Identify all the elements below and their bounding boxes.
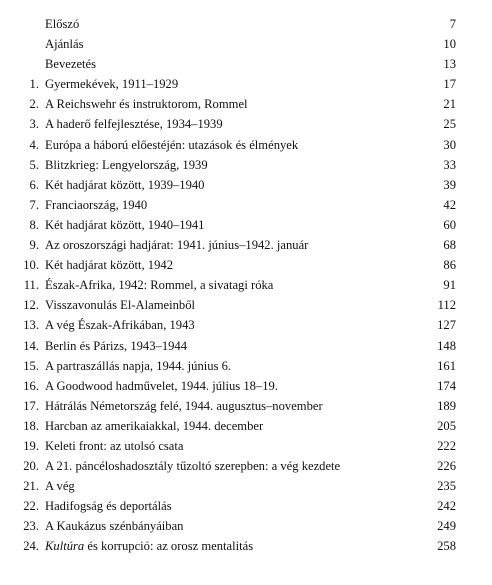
toc-entry	[0, 74, 492, 94]
entry-title: Harcban az amerikaiakkal, 1944. december	[45, 418, 264, 433]
entry-title: Blitzkrieg: Lengyelország, 1939	[45, 157, 208, 172]
entry-number: 24.	[23, 539, 39, 554]
toc-entry	[0, 54, 492, 74]
toc-entry	[0, 34, 492, 54]
entry-number: 21.	[23, 479, 39, 494]
entry-number: 3.	[29, 117, 39, 132]
entry-title: Berlin és Párizs, 1943–1944	[45, 338, 188, 353]
entry-title: Két hadjárat között, 1939–1940	[45, 177, 205, 192]
entry-number: 6.	[29, 177, 39, 192]
entry-number: 9.	[29, 238, 39, 253]
toc-entry	[0, 396, 492, 416]
toc-entry	[0, 436, 492, 456]
toc-entry	[0, 496, 492, 516]
toc-entry	[0, 336, 492, 356]
entry-number: 1.	[29, 77, 39, 92]
entry-title: Hadifogság és deportálás	[45, 499, 172, 514]
toc-entry	[0, 155, 492, 175]
toc-entry	[0, 255, 492, 275]
entry-number: 19.	[23, 438, 39, 453]
entry-page: 91	[443, 278, 456, 293]
entry-page: 205	[437, 418, 456, 433]
entry-number: 14.	[23, 338, 39, 353]
entry-title-rest: és korrupció: az orosz mentalitás	[84, 539, 254, 554]
entry-title: Franciaország, 1940	[45, 197, 148, 212]
entry-number: 7.	[29, 197, 39, 212]
toc-entry	[0, 135, 492, 155]
toc-entry	[0, 315, 492, 335]
entry-title	[45, 536, 253, 556]
entry-title: A 21. páncéloshadosztály tűzoltó szerepben: a vég kezdete	[45, 459, 341, 474]
entry-title: Visszavonulás El-Alameinből	[45, 298, 195, 313]
entry-title-italic: Kultúra	[45, 539, 85, 554]
toc-entry	[0, 295, 492, 315]
entry-page: 7	[449, 17, 456, 31]
entry-title: Ajánlás	[45, 37, 84, 52]
entry-page: 235	[437, 479, 456, 494]
entry-number: 12.	[23, 298, 39, 313]
entry-title: A partraszállás napja, 1944. június 6.	[45, 358, 232, 373]
entry-number: 10.	[23, 258, 39, 273]
entry-title: A Kaukázus szénbányáiban	[45, 519, 184, 534]
entry-page: 189	[437, 398, 456, 413]
toc-entry	[0, 376, 492, 396]
entry-page: 226	[437, 459, 456, 474]
entry-page: 249	[437, 519, 456, 534]
toc-entry	[0, 416, 492, 436]
entry-number: 5.	[29, 157, 39, 172]
toc-entry	[0, 476, 492, 496]
entry-title: A vég	[45, 479, 75, 494]
entry-title: A Goodwood hadművelet, 1944. július 18–19.	[45, 378, 278, 393]
entry-title: Észak-Afrika, 1942: Rommel, a sivatagi róka	[45, 278, 274, 293]
entry-page: 161	[437, 358, 456, 373]
entry-number: 8.	[29, 217, 39, 232]
entry-page: 17	[443, 77, 456, 92]
entry-number: 13.	[23, 318, 39, 333]
entry-page: 42	[443, 197, 456, 212]
entry-page: 13	[443, 57, 456, 72]
entry-title: Az oroszországi hadjárat: 1941. június–1942. január	[45, 238, 309, 253]
entry-title: Gyermekévek, 1911–1929	[45, 77, 179, 92]
entry-page: 222	[437, 438, 456, 453]
toc-entry	[0, 175, 492, 195]
entry-title: Bevezetés	[45, 57, 97, 72]
entry-page: 112	[437, 298, 456, 313]
toc-entry	[0, 516, 492, 536]
entry-page: 242	[437, 499, 456, 514]
entry-title: Hátrálás Németország felé, 1944. augusztus–november	[45, 398, 323, 413]
entry-page: 258	[437, 539, 456, 554]
entry-page: 21	[443, 97, 456, 112]
entry-title: Két hadjárat között, 1942	[45, 258, 173, 273]
entry-title: A Reichswehr és instruktorom, Rommel	[45, 97, 248, 112]
toc-entry	[0, 275, 492, 295]
toc-entry	[0, 356, 492, 376]
entry-title: A vég Észak-Afrikában, 1943	[45, 318, 195, 333]
toc-entry	[0, 215, 492, 235]
entry-title: Előszó	[45, 17, 80, 31]
entry-page: 30	[443, 137, 456, 152]
entry-page: 33	[443, 157, 456, 172]
entry-number: 18.	[23, 418, 39, 433]
entry-page: 148	[437, 338, 456, 353]
entry-title: A haderő felfejlesztése, 1934–1939	[45, 117, 223, 132]
entry-number: 23.	[23, 519, 39, 534]
entry-page: 127	[437, 318, 456, 333]
entry-page: 60	[443, 217, 456, 232]
toc-entry	[0, 14, 492, 34]
toc-entry	[0, 235, 492, 255]
entry-number: 2.	[29, 97, 39, 112]
toc-entry	[0, 536, 492, 556]
entry-title: Európa a háború előestéjén: utazások és élmények	[45, 137, 299, 152]
entry-number: 4.	[29, 137, 39, 152]
entry-page: 68	[443, 238, 456, 253]
entry-page: 25	[443, 117, 456, 132]
entry-number: 11.	[23, 278, 39, 293]
entry-number: 17.	[23, 398, 39, 413]
toc-entry	[0, 195, 492, 215]
entry-page: 39	[443, 177, 456, 192]
entry-page: 174	[437, 378, 456, 393]
entry-number: 20.	[23, 459, 39, 474]
table-of-contents	[0, 14, 492, 557]
entry-page: 10	[443, 37, 456, 52]
entry-number: 22.	[23, 499, 39, 514]
toc-entry	[0, 94, 492, 114]
toc-entry	[0, 114, 492, 134]
toc-entry	[0, 456, 492, 476]
entry-page: 86	[443, 258, 456, 273]
entry-number: 16.	[23, 378, 39, 393]
entry-title: Két hadjárat között, 1940–1941	[45, 217, 205, 232]
entry-number: 15.	[23, 358, 39, 373]
entry-title: Keleti front: az utolsó csata	[45, 438, 184, 453]
